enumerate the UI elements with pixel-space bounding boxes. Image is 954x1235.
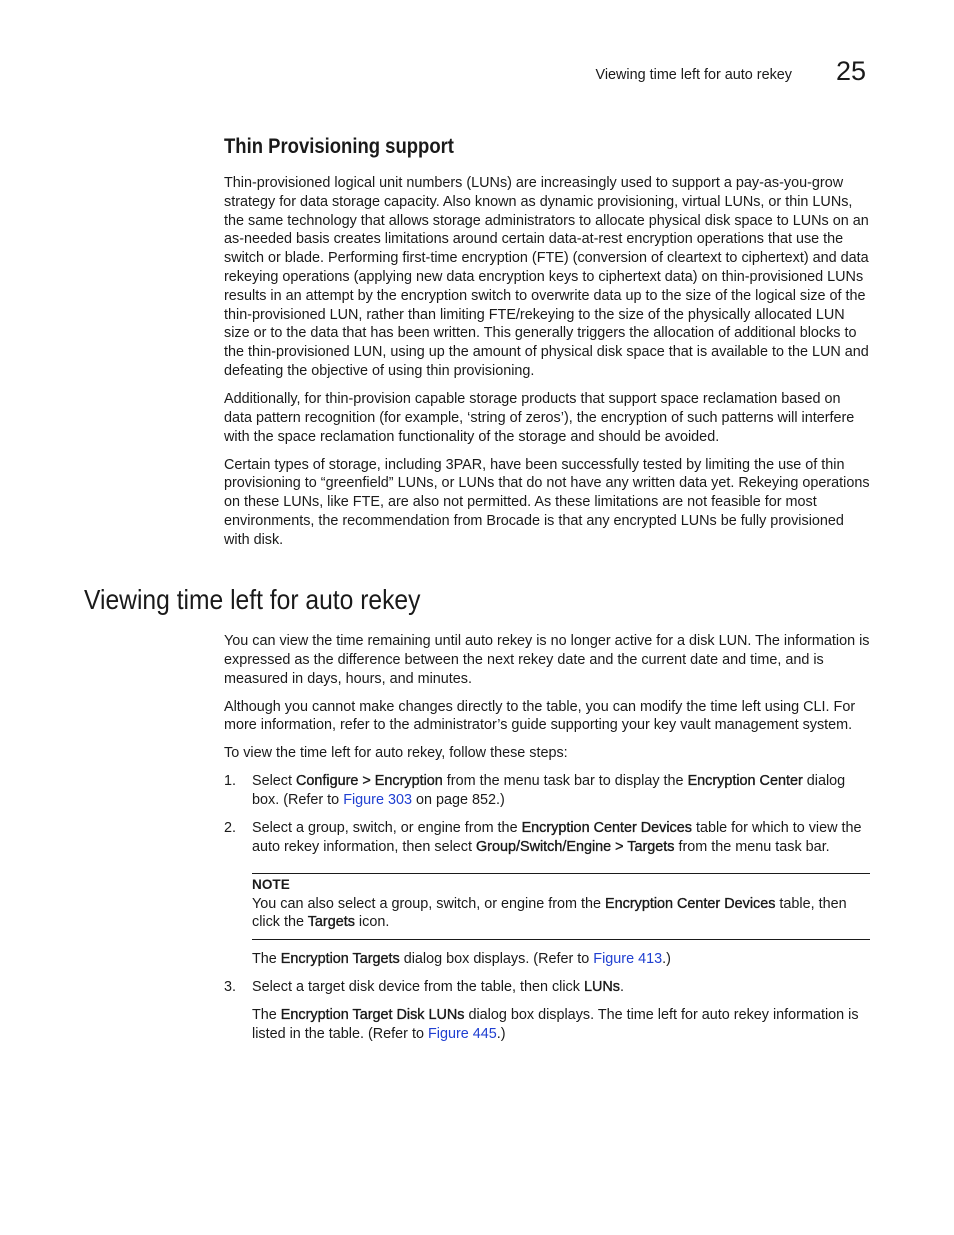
ui-label: Group/Switch/Engine > Targets [475,838,675,855]
thin-provisioning-body [224,174,870,559]
section-heading-thin-provisioning: Thin Provisioning support [224,135,454,158]
ui-label: Configure > Encryption [296,773,443,790]
step-number: 1. [224,773,237,790]
step-2-result: The Encryption Targets dialog box displays. (Refer to Figure 413.) [252,951,671,968]
step-2: 2. Select a group, switch, or engine from the Encryption Center Devices table for which to view the auto rekey information, then select Group/Switch/Engine > Targets from the menu task bar. NOTE You can also select a group, switch, or engine from the Encryption Center Devices table, then click the Targets icon. The Encryption Targets dialog box displays. (Refer to Figure 413.) [224,819,870,969]
figure-413-link[interactable]: Figure 413 [593,951,663,968]
paragraph: Additionally, for thin-provision capable storage products that support space reclamation based on data pattern recognition (for example, ‘string of zeros’), the encryption of such patterns will interfere with the space reclamation functionality of the storage and should be avoided. [224,390,855,445]
ui-label: Targets [307,914,355,931]
paragraph: Certain types of storage, including 3PAR, have been successfully tested by limiting the use of thin provisioning to “greenfield” LUNs, or LUNs that do not have any written data yet. Rekeying operations on these LUNs, like FTE, are also not permitted. As these limitations are not feasible for most environments, the recommendation from Brocade is that any encrypted LUNs be fully provisioned with disk. [224,456,870,548]
paragraph: Thin-provisioned logical unit numbers (LUNs) are increasingly used to support a pay-as-you-grow strategy for data storage capacity. Also known as dynamic provisioning, virtual LUNs, or thin LUNs, the same technology that allows storage administrators to allocate physical disk space to LUNs on an as-needed basis creates limitations around certain data-at-rest encryption operations that use the switch or blade. Performing first-time encryption (FTE) (conversion of cleartext to ciphertext) and data rekeying operations (applying new data encryption keys to ciphertext data) on thin-provisioned LUNs results in an attempt by the encryption switch to overwrite data up to the size of the logical size of the thin-provisioned LUN, rather than limiting FTE/rekeying to the size of the physically allocated LUN size or to the data that has been written. This generally triggers the allocation of additional blocks to the thin-provisioned LUN, using up the amount of physical disk space that is available to the LUN and defeating the objective of using thin provisioning. [224,175,869,379]
step-3-text: Select a target disk device from the table, then click LUNs. [252,979,624,996]
ui-label: Encryption Target Disk LUNs [280,1007,465,1024]
step-3 [224,978,870,1044]
chapter-number: 25 [835,56,866,86]
ui-label: Encryption Center Devices [521,820,692,837]
ui-label: Encryption Center [687,773,803,790]
procedure-steps [224,772,870,1043]
note-label: NOTE [252,876,290,892]
figure-445-link[interactable]: Figure 445 [427,1025,497,1042]
paragraph: You can view the time remaining until auto rekey is no longer active for a disk LUN. The information is expressed as the difference between the next rekey date and the current date and time, and is measured in days, hours, and minutes. [224,633,870,687]
step-1: 1. Select Configure > Encryption from the menu task bar to display the Encryption Center dialog box. (Refer to Figure 303 on page 852.) [224,773,846,809]
step-number: 2. [224,820,237,837]
running-head: Viewing time left for auto rekey [595,67,792,83]
figure-303-link[interactable]: Figure 303 [343,792,412,809]
auto-rekey-body [224,632,870,1053]
paragraph: To view the time left for auto rekey, follow these steps: [224,745,568,762]
step-number: 3. [224,979,237,996]
page-header [0,56,954,92]
ui-label: Encryption Center Devices [605,895,776,912]
section-heading-auto-rekey: Viewing time left for auto rekey [84,584,421,615]
ui-label: Encryption Targets [280,951,400,968]
ui-label: LUNs [583,979,620,996]
paragraph: Although you cannot make changes directly to the table, you can modify the time left using CLI. For more information, refer to the administrator’s guide supporting your key vault management system. [224,698,856,734]
step-3-result: The Encryption Target Disk LUNs dialog box displays. The time left for auto rekey information is listed in the table. (Refer to Figure 445.) [252,1007,859,1042]
note-box: NOTE You can also select a group, switch, or engine from the Encryption Center Devices table, then click the Targets icon. [252,873,870,940]
